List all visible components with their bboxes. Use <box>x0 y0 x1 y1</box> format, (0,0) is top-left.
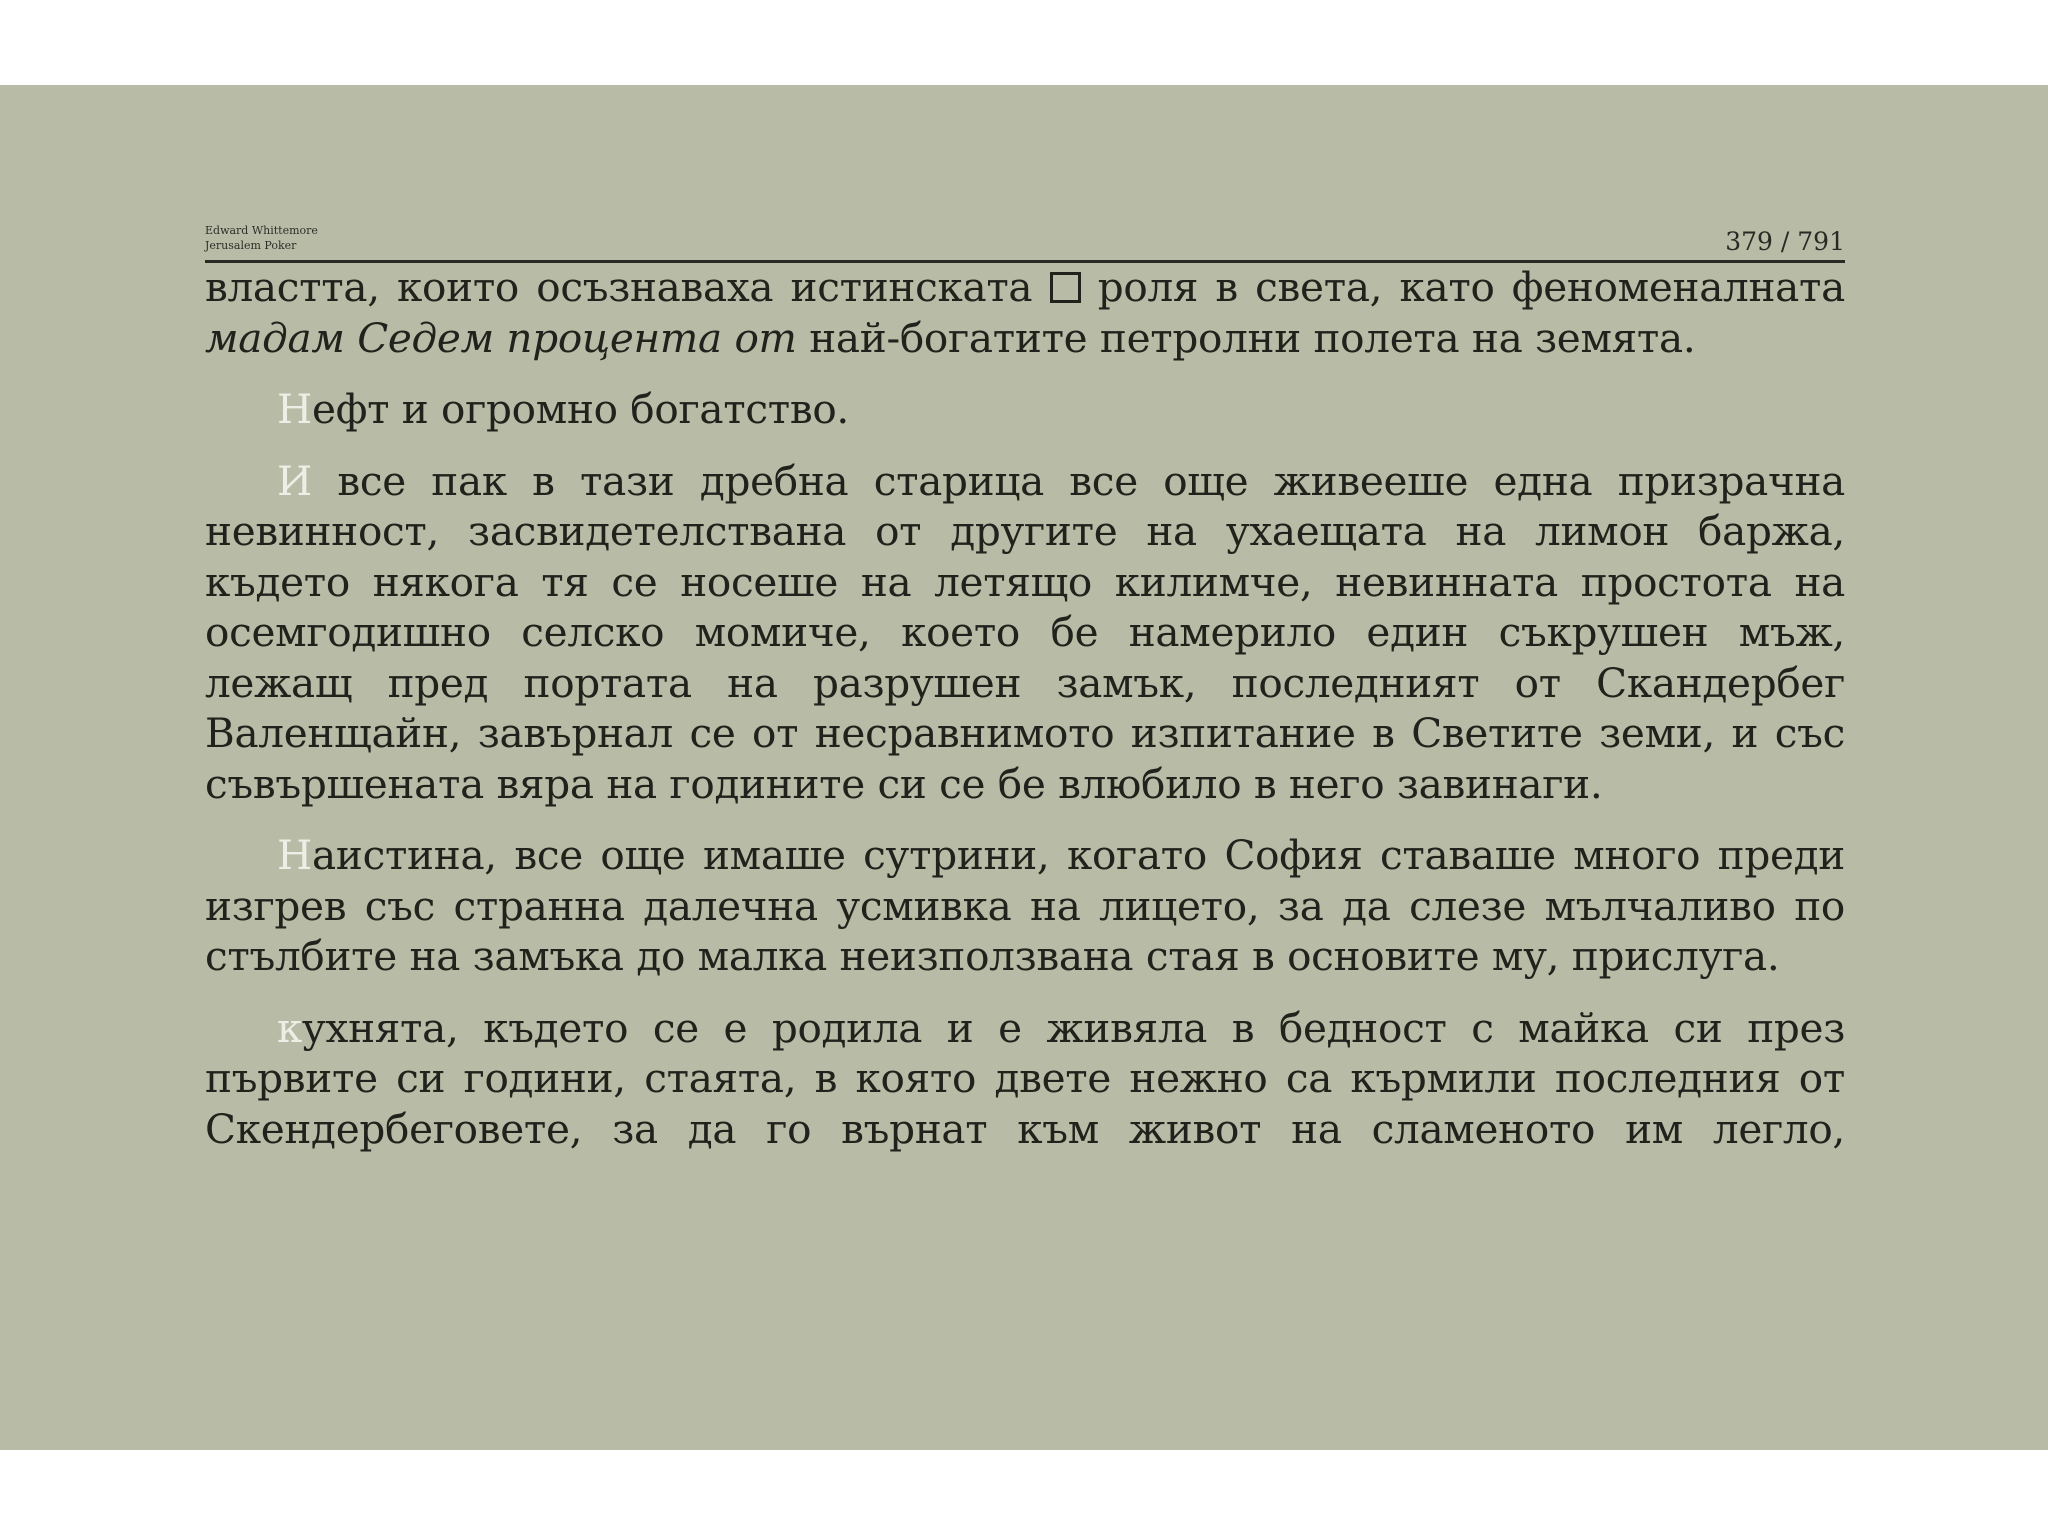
paragraph: властта, които осъзнаваха истинската роля в света, като феноменалната мадам Седем процента от най-богатите петролни полета на земята. <box>205 263 1845 362</box>
author-name: Edward Whittemore <box>205 224 318 237</box>
book-meta <box>205 223 318 253</box>
dropcap-letter: Н <box>277 831 313 879</box>
italic-phrase: мадам Седем процента от <box>205 313 797 362</box>
paragraph: Нефт и огромно богатство. <box>277 385 849 433</box>
page-indicator <box>1725 227 1845 256</box>
dropcap-letter: И <box>277 456 313 505</box>
page-total: 791 <box>1797 227 1845 256</box>
paragraph: кухнята, където се е родила и е живяла в бедност с майка си през първите си години, стаята, в която двете нежно са кърмили последния от Скендербеговете, за да го върнат към живот на сламеното им легло, <box>205 1003 1845 1153</box>
paragraph: И все пак в тази дребна старица все още живееше една призрачна невинност, засвидетелствана от другите на ухаещата на лимон баржа, където някога тя се носеше на летящо килимче, невинната простота на осемгодишно селско момиче, което бе намерило един съкрушен мъж, лежащ пред портата на разрушен замък, последният от Скандербег Валенщайн, завърнал се от несравнимото изпитание в Светите земи, и със съвършената вяра на годините си се бе влюбило в него завинаги. <box>205 456 1845 808</box>
page-body <box>205 262 1845 1175</box>
page-current: 379 <box>1725 227 1773 256</box>
page-header <box>205 136 1845 263</box>
paragraph: Наистина, все още имаше сутрини, когато София ставаше много преди изгрев със странна далечна усмивка на лицето, за да слезе мълчаливо по стълбите на замъка до малка неизползвана стая в основите му, прислуга. <box>205 831 1845 980</box>
dropcap-letter: Н <box>277 385 313 433</box>
missing-glyph-box <box>1050 272 1081 303</box>
page-separator: / <box>1772 227 1798 256</box>
dropcap-letter: к <box>277 1003 303 1052</box>
book-title: Jerusalem Poker <box>205 239 297 252</box>
